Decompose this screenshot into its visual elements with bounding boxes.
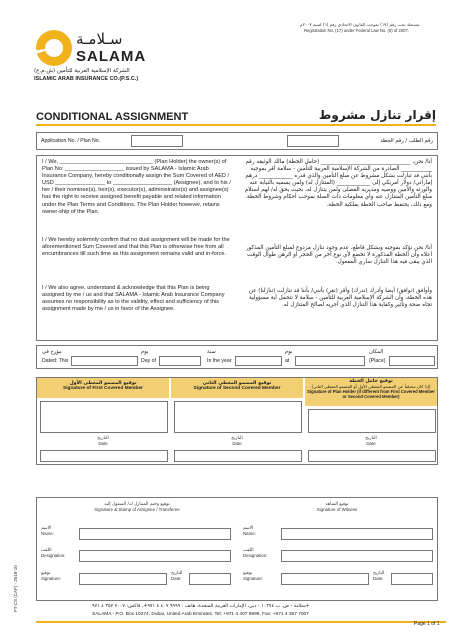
first-member-signature-field[interactable] (40, 401, 168, 433)
place-label-ar: المكان (369, 349, 384, 355)
salama-logo-icon (36, 30, 72, 66)
second-member-date-label-en: Date (232, 441, 242, 446)
application-number-field[interactable] (36, 132, 438, 150)
second-member-header (171, 378, 303, 398)
assignee-date-label (171, 571, 182, 581)
plan-holder-header (305, 378, 437, 406)
witness-designation-input[interactable] (281, 550, 433, 562)
second-member-date-group (174, 436, 300, 446)
witness-designation-label (243, 548, 267, 558)
assignee-name-label-en: Name: (41, 531, 54, 536)
assignee-header (39, 502, 235, 512)
place-input[interactable] (389, 356, 435, 366)
assignee-designation-label-en: Designation: (41, 553, 66, 558)
brand-name-ar: سـلامـة (76, 30, 123, 48)
first-member-title-en: Signature of First Covered Member (63, 386, 143, 391)
footer-divider (36, 621, 446, 623)
witness-header (239, 502, 435, 512)
dated-label-en: Dated: This (42, 358, 69, 364)
registration-line-ar: مسجلة تحت رقم (١٧) بموجب القانون الاتحادي رقم (٦) لسنة ٢٠٠٧م. (300, 22, 421, 27)
assignment-paragraph-3-en: I / We also agree, understand & acknowledge that this Plan is being assigned by me / us and that SALAMA - Islamic Arab Insurance Company assumes no responsibility as to the validity, effect and sufficiency of this assignment made by me / us in favor of the Assignee. (42, 285, 225, 313)
assignment-paragraph-2-ar: أنا/ نحن نؤكد بموجبه وبشكل قاطع، عدم وجود تنازل مزدوج لمبلغ التأمين المذكور أعلاه وأن الخطة المذكورة لا تخضع لأي نوع آخر من الحجز أو الرهن طوال الوقت الذي يبقى فيه هذا التنازل ساري المفعول. (245, 245, 432, 266)
witness-date-label-ar: التاريخ (373, 571, 385, 576)
application-number-input-ar[interactable] (287, 135, 339, 147)
assignment-paragraph-1-en: I / We, ______________________________ (Plan Holder) the owner(s) of Plan No: ___________________ issued by SALAMA - Islamic Arab Insurance Company, hereby conditionally assign the Sum Covered of AED / USD ________________ to ___________________ (Assignee), and to his / her / their nominee(s), heir(s), executor(s), administrator(s) and assignee(s) has the right to receive assigned benefit payable and related information under the Plan Terms and Conditions. The Plan Holder however, retains owner-ship of the Plan. (42, 159, 231, 215)
footer-address-ar: سلامة - ص. ب ١٠٢٧٤ - دبي، الإمارات العربية المتحدة. هاتف : ٩٩٩٩ ٤٠٧ ٤ ٩٧١+، فاكس: ٧٠٠٧ ٣٥٧ ٤ ٩٧١+ (92, 604, 310, 609)
company-name-ar: الشركة الإسلامية العربية للتأمين (ش.م.ع) (34, 68, 130, 74)
second-member-date-label-ar: التاريخ (231, 436, 243, 441)
assignee-name-label-ar: الاسم (41, 526, 52, 531)
plan-holder-date-label-ar: التاريخ (365, 436, 377, 441)
brand-name-en: SALAMA (76, 48, 147, 65)
assignee-signature-label-en: Signature: (41, 576, 62, 581)
application-number-label-ar: رقم الطلب / رقم الخطة (380, 138, 433, 144)
witness-signature-input[interactable] (281, 573, 369, 585)
dated-row (36, 345, 438, 369)
witness-signature-label-ar: توقيع (243, 571, 253, 576)
form-title-en: CONDITIONAL ASSIGNMENT (36, 111, 189, 123)
plan-holder-title-ar: توقيع حامل الخطة (349, 379, 393, 384)
witness-designation-label-ar: اللقب (243, 548, 254, 553)
page-number: Page 1 of 1 (414, 621, 440, 627)
witness-date-label-en: Date: (373, 576, 384, 581)
assignee-title-ar: توقيع وختم المتنازل له/ المنقول إليه (104, 502, 170, 507)
witness-date-label (373, 571, 384, 581)
assignee-title-en: Signature & Stamp of Assignee / Transferee (94, 507, 180, 512)
witness-title-ar: توقيع الشاهد (325, 502, 349, 507)
assignee-date-label-ar: التاريخ (171, 571, 183, 576)
assignee-signature-label-ar: توقيع (41, 571, 51, 576)
witness-title-en: Signature of Witness (316, 507, 358, 512)
at-input[interactable] (295, 356, 365, 366)
day-label-ar: يوم (141, 349, 149, 355)
footer-address-en: SALAMA - P.O. Box 10274, Dubai, United Arab Emirates. Tel: +971 4 407 9999, Fax: +971 4 357 7007 (92, 612, 309, 617)
plan-holder-note-ar: (إذا كان مختلفاً عن المضمو المغطى الأول أو المضمو المغطى الثاني) (311, 384, 431, 389)
assignee-designation-label (41, 548, 65, 558)
witness-signature-label-en: Signature: (243, 576, 264, 581)
year-label-en: In the year (207, 358, 232, 364)
first-member-date-group (40, 436, 166, 446)
year-input[interactable] (235, 356, 282, 366)
assignee-witness-section (36, 497, 438, 601)
witness-name-label (243, 526, 256, 536)
witness-designation-label-en: Designation: (243, 553, 268, 558)
assignment-paragraph-1-ar: أنا/ نحن، ________________________________ (حامل الخطة) مالك الوثيقه رقم ___________ الصادرة من الشركة الإسلامية العربية للتأمين - سلامة أقر بموجبه بأنني قد تنازلت بشكل مشروط عن مبلغ التأمين والذي قدره ____________ درهم إماراتي/ دولار أمريكي إلى ____________ (المتنازل له) ولمن يسميه بالنيابة عنه والورثه والأمين ووصيه ومديريه الفضلى ولمن يتنازل له، بحيث يحق له/ لهم استلام مبلغ التأمين المتنازل عنه وأي معلومات ذات الصلة بموجب أحكام وشروط الخطة. ومع ذلك، يحتفظ صاحب الخطة بملكية الخطة. (244, 159, 432, 208)
assignee-date-label-en: Date: (171, 576, 182, 581)
plan-holder-date-label-en: Date (366, 441, 376, 446)
assignee-designation-label-ar: اللقب (41, 548, 52, 553)
form-title-ar: إقرار تنازل مشروط (318, 108, 436, 122)
assignment-paragraph-3-ar: وأوافق (نوافق) أيضا وأدرك (ندرك) وأقر (نقر) بأنني/ بأننا قد تنازلت (تنازلنا) عن هذه الخطة، وأن الشركة الإسلامية العربية للتأمين - سلامة لا تتحمل أية مسؤولية تجاه صحة وتأثير وكفاية هذا التنازل الذي أجريه لصالح المتنازل له. (248, 288, 432, 309)
at-label-en: at (285, 358, 290, 364)
plan-holder-title-en: Signature of Plan Holder (If different from First Covered Member or Second Covered Member) (307, 389, 435, 399)
application-number-label-en: Application No. / Plan No. (41, 138, 101, 144)
assignment-text-box (36, 155, 438, 341)
second-member-date-input[interactable] (174, 450, 302, 462)
place-label-en: (Place) (369, 358, 386, 364)
witness-name-input[interactable] (281, 528, 433, 540)
form-code: FT-CS (CAF) - 2018-10 (13, 565, 18, 612)
first-member-date-label-ar: التاريخ (97, 436, 109, 441)
title-divider (36, 124, 436, 126)
application-number-input-en[interactable] (131, 135, 183, 147)
first-member-date-label-en: Date (98, 441, 108, 446)
assignee-signature-label (41, 571, 61, 581)
registration-line-en: Registration No. (17) under Federal Law No. (6) of 2007. (304, 28, 409, 33)
assignee-name-input[interactable] (79, 528, 231, 540)
witness-signature-label (243, 571, 263, 581)
first-member-date-input[interactable] (40, 450, 168, 462)
day-label-en: Day of (141, 358, 156, 364)
witness-name-label-en: Name: (243, 531, 256, 536)
first-member-title-ar: توقيع المضمو المغطى الأول (69, 381, 137, 386)
day-input[interactable] (159, 356, 201, 366)
plan-holder-signature-field[interactable] (308, 409, 436, 433)
witness-date-input[interactable] (391, 573, 433, 585)
dated-input[interactable] (71, 356, 138, 366)
assignment-paragraph-2-en: I / We hereby solemnly confirm that no dual assignment will be made for the aforementioned Sum Covered and that this Plan is otherwise free from all encumbrances till such time as this assignment remains valid and in-force. (42, 237, 230, 258)
second-member-signature-field[interactable] (174, 401, 302, 433)
assignee-signature-input[interactable] (79, 573, 167, 585)
plan-holder-date-group (308, 436, 434, 446)
second-member-title-en: Signature of Second Covered Member (193, 386, 281, 391)
assignee-designation-input[interactable] (79, 550, 231, 562)
assignee-date-input[interactable] (189, 573, 231, 585)
first-member-header (37, 378, 169, 398)
year-label-ar: سنة (207, 349, 216, 355)
company-name-en: ISLAMIC ARAB INSURANCE CO.(P.S.C.) (34, 76, 139, 82)
at-label-ar: بوم (285, 349, 293, 355)
witness-name-label-ar: الاسم (243, 526, 254, 531)
second-member-title-ar: توقيع المضمو المغطى الثاني (202, 381, 272, 386)
assignee-name-label (41, 526, 54, 536)
dated-label-ar: مؤرخ في (42, 349, 62, 355)
member-signatures-section (36, 377, 438, 465)
plan-holder-date-input[interactable] (308, 450, 436, 462)
